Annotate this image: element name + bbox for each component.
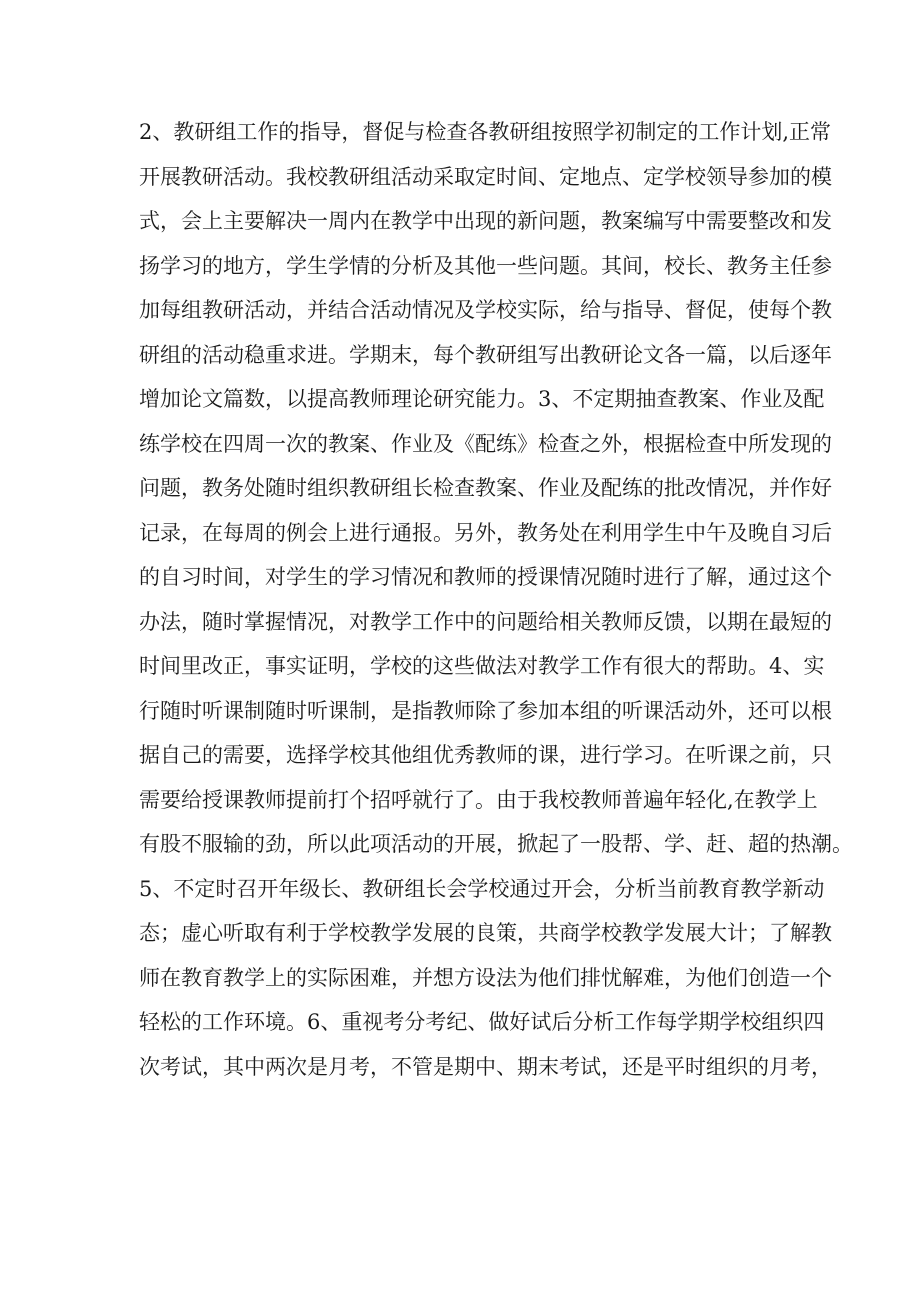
text-line: 时间里改正，事实证明，学校的这些做法对教学工作有很大的帮助。4、实 [139,654,825,678]
text-line: 扬学习的地方，学生学情的分析及其他一些问题。其间，校长、教务主任参 [139,253,832,278]
text-line: 态；虚心听取有利于学校教学发展的良策，共商学校教学发展大计；了解教 [139,921,832,945]
text-line: 式，会上主要解决一周内在教学中出现的新问题，教案编写中需要整改和发 [139,209,832,233]
text-line: 问题，教务处随时组织教研组长检查教案、作业及配练的批改情况，并作好 [139,476,832,500]
text-line: 加每组教研活动，并结合活动情况及学校实际，给与指导、督促，使每个教 [139,298,832,322]
text-line: 轻松的工作环境。6、重视考分考纪、做好试后分析工作每学期学校组织四 [139,1010,825,1034]
text-line: 开展教研活动。我校教研组活动采取定时间、定地点、定学校领导参加的模 [139,164,832,189]
text-line: 需要给授课教师提前打个招呼就行了。由于我校教师普遍年轻化,在教学上 [139,787,818,812]
text-line: 行随时听课制随时听课制，是指教师除了参加本组的听课活动外，还可以根 [139,698,832,723]
text-line: 增加论文篇数，以提高教师理论研究能力。3、不定期抽查教案、作业及配 [139,387,825,411]
text-line: 的自习时间，对学生的学习情况和教师的授课情况随时进行了解，通过这个 [139,565,832,589]
text-line: 次考试，其中两次是月考，不管是期中、期末考试，还是平时组织的月考， [139,1054,832,1079]
text-line: 师在教育教学上的实际困难，并想方设法为他们排忧解难，为他们创造一个 [139,965,832,990]
body-text [139,110,853,1089]
text-line: 练学校在四周一次的教案、作业及《配练》检查之外，根据检查中所发现的 [139,431,832,456]
text-line: 有股不服输的劲，所以此项活动的开展，掀起了一股帮、学、赶、超的热潮。 [139,832,853,856]
text-line: 记录，在每周的例会上进行通报。另外，教务处在利用学生中午及晚自习后 [139,520,832,545]
text-line: 研组的活动稳重求进。学期末，每个教研组写出教研论文各一篇，以后逐年 [139,342,832,367]
text-line: 5、不定时召开年级长、教研组长会学校通过开会，分析当前教育教学新动 [139,876,825,901]
text-line: 据自己的需要，选择学校其他组优秀教师的课，进行学习。在听课之前，只 [139,743,832,767]
text-line: 办法，随时掌握情况，对教学工作中的问题给相关教师反馈，以期在最短的 [139,609,832,634]
text-line: 2、教研组工作的指导，督促与检查各教研组按照学初制定的工作计划,正常 [139,120,832,144]
